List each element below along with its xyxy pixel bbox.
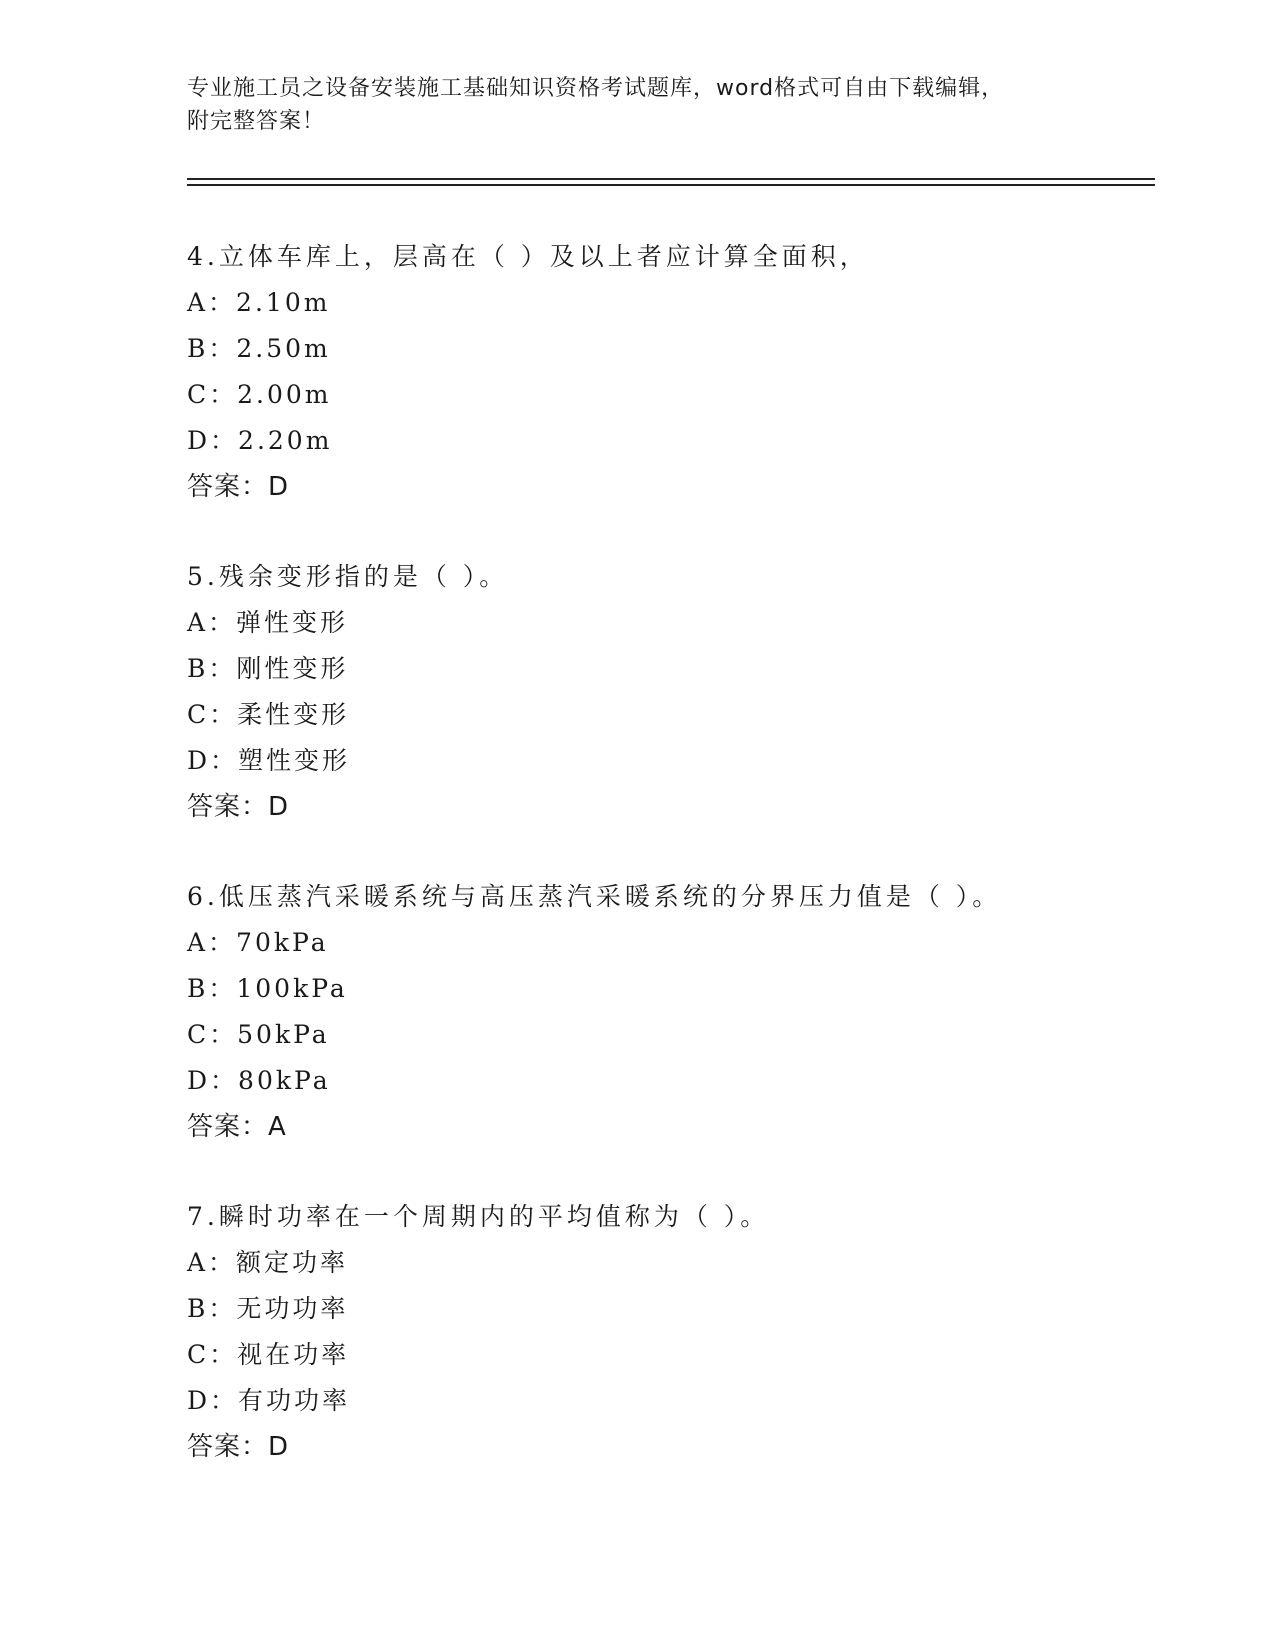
option-b: B：无功功率 (187, 1294, 349, 1323)
option-b: B：100kPa (187, 974, 348, 1003)
option-d: D：塑性变形 (187, 746, 351, 775)
option-c: C：2.00m (187, 380, 332, 409)
option-c: C：50kPa (187, 1020, 330, 1049)
question-5 (187, 554, 1155, 830)
answer: 答案：D (187, 1432, 290, 1462)
option-b: B：刚性变形 (187, 654, 349, 683)
option-a: A：2.10m (187, 288, 331, 317)
document-header (187, 72, 1087, 138)
question-6 (187, 874, 1155, 1150)
answer: 答案：D (187, 792, 290, 822)
option-c: C：视在功率 (187, 1340, 350, 1369)
option-c: C：柔性变形 (187, 700, 350, 729)
answer: 答案：D (187, 472, 290, 502)
option-d: D：有功功率 (187, 1386, 351, 1415)
option-a: A：额定功率 (187, 1248, 349, 1277)
question-text: 5.残余变形指的是（ ）。 (187, 562, 509, 591)
header-line-2: 附完整答案！ (187, 109, 326, 134)
question-text: 6.低压蒸汽采暖系统与高压蒸汽采暖系统的分界压力值是（ ）。 (187, 882, 1002, 911)
option-a: A：70kPa (187, 928, 329, 957)
question-7 (187, 1194, 1155, 1470)
question-text: 7.瞬时功率在一个周期内的平均值称为（ ）。 (187, 1202, 770, 1231)
header-divider-bottom (187, 184, 1155, 186)
question-4 (187, 234, 1155, 510)
header-divider-top (187, 178, 1155, 180)
option-a: A：弹性变形 (187, 608, 349, 637)
header-line-1: 专业施工员之设备安装施工基础知识资格考试题库，word格式可自由下载编辑， (187, 76, 1005, 101)
answer: 答案：A (187, 1112, 287, 1142)
question-text: 4.立体车库上，层高在（ ）及以上者应计算全面积， (187, 242, 869, 271)
option-b: B：2.50m (187, 334, 331, 363)
option-d: D：80kPa (187, 1066, 331, 1095)
option-d: D：2.20m (187, 426, 333, 455)
